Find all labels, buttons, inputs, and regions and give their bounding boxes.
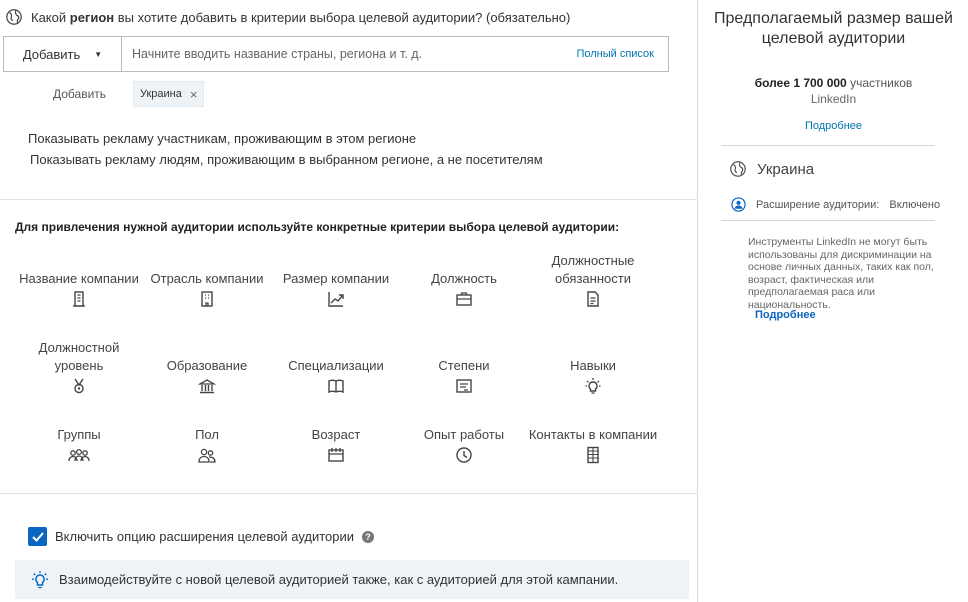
group-icon bbox=[68, 446, 90, 464]
summary-location-label: Украина bbox=[757, 160, 815, 178]
criteria-gender[interactable]: Пол bbox=[142, 426, 272, 464]
summary-expansion-label: Расширение аудитории: bbox=[756, 198, 880, 211]
audience-expansion-label: Включить опцию расширения целевой аудитории bbox=[55, 529, 355, 544]
estimate-source: LinkedIn bbox=[810, 92, 857, 106]
estimate-count-number: более 1 700 000 bbox=[754, 76, 847, 90]
region-question bbox=[5, 8, 570, 26]
region-question-suffix: вы хотите добавить в критерии выбора целевой аудитории? (обязательно) bbox=[117, 9, 571, 25]
chip-label: Украина bbox=[140, 88, 182, 100]
divider bbox=[0, 199, 698, 200]
location-option-residents-not-visitors[interactable]: Показывать рекламу людям, проживающим в выбранном регионе, а не посетителям bbox=[30, 152, 543, 167]
criteria-education[interactable]: Образование bbox=[142, 357, 272, 395]
checkmark-icon bbox=[32, 532, 44, 542]
full-list-link[interactable]: Полный список bbox=[576, 48, 654, 60]
criteria-groups[interactable]: Группы bbox=[14, 426, 144, 464]
calendar-icon bbox=[327, 446, 345, 464]
expansion-tip bbox=[15, 560, 689, 599]
criteria-title: Для привлечения нужной аудитории используйте конкретные критерии выбора целевой аудитории: bbox=[15, 220, 620, 234]
estimate-count-suffix: участников bbox=[850, 76, 913, 90]
add-dropdown[interactable] bbox=[4, 37, 122, 71]
criteria-age[interactable]: Возраст bbox=[271, 426, 401, 464]
selected-region-chip bbox=[133, 81, 204, 107]
institution-icon bbox=[198, 377, 216, 395]
audience-expansion-option bbox=[28, 527, 374, 546]
divider bbox=[721, 220, 935, 221]
estimate-count bbox=[699, 76, 968, 90]
summary-expansion-value: Включено bbox=[889, 198, 941, 211]
add-dropdown-label: Добавить bbox=[22, 46, 81, 62]
divider bbox=[721, 145, 935, 146]
globe-icon bbox=[729, 160, 747, 178]
lightbulb-icon bbox=[584, 377, 602, 395]
remove-chip-icon[interactable]: × bbox=[189, 86, 198, 102]
summary-expansion bbox=[731, 197, 940, 212]
globe-icon bbox=[5, 8, 23, 26]
criteria-fields-of-study[interactable]: Специализации bbox=[271, 357, 401, 395]
discrimination-disclaimer: Инструменты LinkedIn не могут быть использованы для дискриминации на основе личных данных, таких как пол, возраст, фактическая или предполагаемая раса или национальность. bbox=[748, 236, 934, 311]
expansion-tip-text: Взаимодействуйте с новой целевой аудиторией также, как с аудиторией для этой кампании. bbox=[59, 572, 619, 587]
summary-location bbox=[729, 160, 814, 178]
caret-down-icon: ▼ bbox=[94, 49, 103, 59]
audience-expansion-checkbox[interactable] bbox=[28, 527, 47, 546]
region-question-bold: регион bbox=[69, 9, 115, 25]
criteria-degrees[interactable]: Степени bbox=[399, 357, 529, 395]
region-search-input[interactable] bbox=[122, 37, 576, 71]
criteria-job-function[interactable]: Должностные обязанности bbox=[528, 252, 658, 308]
growth-chart-icon bbox=[327, 290, 345, 308]
people-icon bbox=[197, 446, 217, 464]
location-option-residents[interactable]: Показывать рекламу участникам, проживающим в этом регионе bbox=[28, 131, 417, 146]
building-icon bbox=[70, 290, 88, 308]
audience-estimate-panel bbox=[699, 0, 968, 602]
certificate-icon bbox=[455, 377, 473, 395]
document-icon bbox=[584, 290, 602, 308]
criteria-years-of-experience[interactable]: Опыт работы bbox=[399, 426, 529, 464]
criteria-company-size[interactable]: Размер компании bbox=[271, 270, 401, 308]
clock-icon bbox=[455, 446, 473, 464]
criteria-company-connections[interactable]: Контакты в компании bbox=[528, 426, 658, 464]
region-question-prefix: Какой bbox=[31, 9, 67, 25]
criteria-seniority[interactable]: Должностной уровень bbox=[14, 339, 144, 395]
estimate-title: Предполагаемый размер вашей целевой аудитории bbox=[714, 10, 953, 47]
criteria-skills[interactable]: Навыки bbox=[528, 357, 658, 395]
open-book-icon bbox=[327, 377, 345, 395]
help-icon[interactable]: ? bbox=[362, 531, 374, 543]
criteria-industry[interactable]: Отрасль компании bbox=[142, 270, 272, 308]
region-search-box bbox=[3, 36, 669, 72]
learn-more-link-secondary[interactable]: Подробнее bbox=[755, 309, 816, 321]
industry-icon bbox=[198, 290, 216, 308]
criteria-job-title[interactable]: Должность bbox=[399, 270, 529, 308]
audience-expansion-icon bbox=[731, 197, 746, 212]
medal-icon bbox=[70, 377, 88, 395]
added-label: Добавить bbox=[53, 87, 107, 101]
divider bbox=[0, 493, 698, 494]
office-building-icon bbox=[584, 446, 602, 464]
briefcase-icon bbox=[455, 290, 473, 308]
learn-more-link[interactable]: Подробнее bbox=[804, 120, 863, 132]
lightbulb-icon bbox=[31, 570, 49, 590]
criteria-company-name[interactable]: Название компании bbox=[14, 270, 144, 308]
